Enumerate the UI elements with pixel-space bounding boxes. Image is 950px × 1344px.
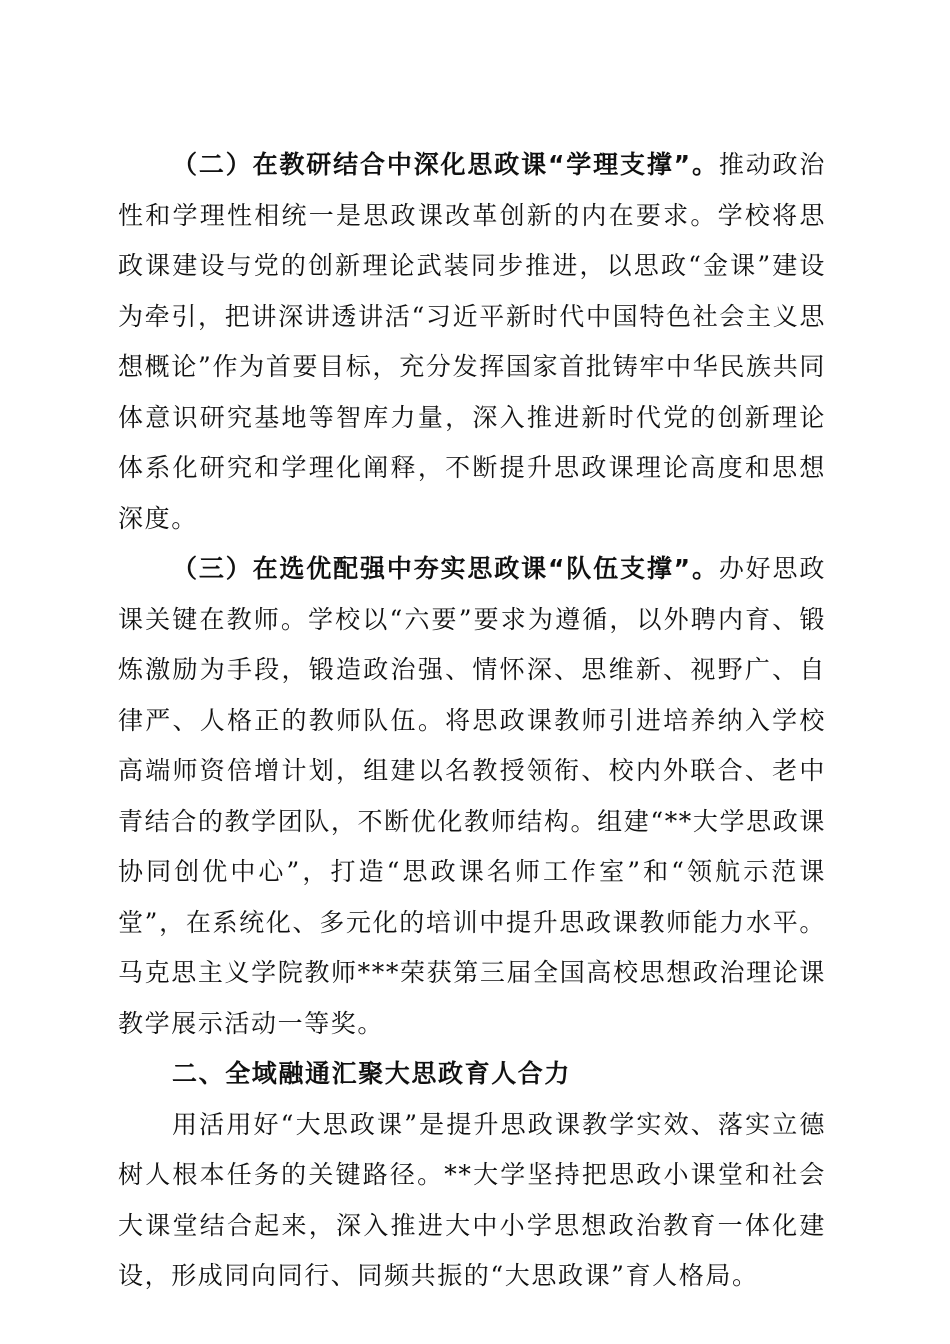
paragraph-teacher-team	[118, 544, 826, 1049]
document-body	[118, 140, 826, 1302]
paragraph-lead-heading: （二）在教研结合中深化思政课“学理支撑”。	[172, 150, 719, 179]
paragraph-text: 推动政治性和学理性相统一是思政课改革创新的内在要求。学校将思政课建设与党的创新理论武装同步推进，以思政“金课”建设为牵引，把讲深讲透讲活“习近平新时代中国特色社会主义思想概论”作为首要目标，充分发挥国家首批铸牢中华民族共同体意识研究基地等智库力量，深入推进新时代党的创新理论体系化研究和学理化阐释，不断提升思政课理论高度和思想深度。	[118, 150, 826, 533]
paragraph-teaching-research	[118, 140, 826, 544]
section-heading: 二、全域融通汇聚大思政育人合力	[172, 1059, 572, 1088]
paragraph-lead-heading: （三）在选优配强中夯实思政课“队伍支撑”。	[172, 554, 719, 583]
paragraph-closing: 用活用好“大思政课”是提升思政课教学实效、落实立德树人根本任务的关键路径。**大学坚持把思政小课堂和社会大课堂结合起来，深入推进大中小学思想政治教育一体化建设，形成同向同行、同频共振的“大思政课”育人格局。	[118, 1109, 826, 1290]
paragraph-text: 办好思政课关键在教师。学校以“六要”要求为遵循，以外聘内育、锻炼激励为手段，锻造政治强、情怀深、思维新、视野广、自律严、人格正的教师队伍。将思政课教师引进培养纳入学校高端师资倍增计划，组建以名教授领衔、校内外联合、老中青结合的教学团队，不断优化教师结构。组建“**大学思政课协同创优中心”，打造“思政课名师工作室”和“领航示范课堂”，在系统化、多元化的培训中提升思政课教师能力水平。马克思主义学院教师***荣获第三届全国高校思想政治理论课教学展示活动一等奖。	[118, 554, 826, 1038]
